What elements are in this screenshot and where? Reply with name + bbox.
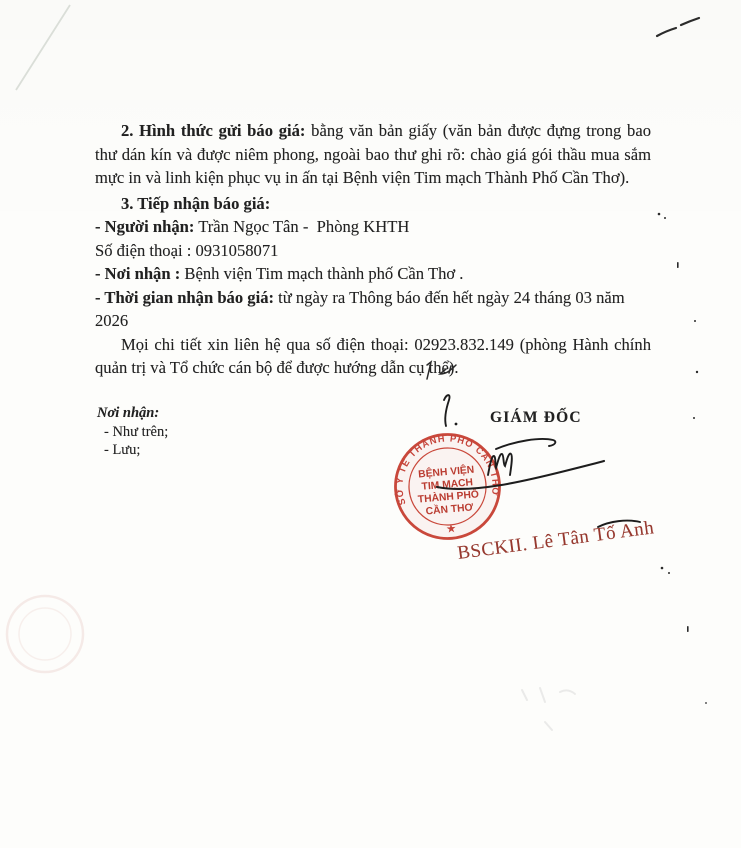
signature-title: GIÁM ĐỐC [490, 409, 582, 426]
stamp-center-text-line: THÀNH PHỐ [417, 489, 480, 506]
receiver-label: - Người nhận: [95, 217, 195, 236]
recipient-item: - Lưu; [104, 442, 141, 458]
official-stamp [386, 425, 508, 547]
signer-name: BSCKII. Lê Tân Tố Anh [456, 517, 656, 565]
section-2-heading: 2. Hình thức gửi báo giá: [121, 121, 306, 140]
section-2-text: bằng văn bản giấy (văn bản được đựng trong bao thư dán kín và được niêm phong, ngoài bao thư ghi rõ: chào giá gói thầu mua sắm mực in và linh kiện phục vụ in ấn tại Bệnh viện Tim mạch Thành Phố Cần Thơ). [95, 121, 651, 187]
receiver-line [95, 215, 651, 239]
receiver-value: Trần Ngọc Tân - Phòng KHTH [194, 217, 410, 236]
time-label: - Thời gian nhận báo giá: [95, 287, 275, 307]
stamp-center-text-line: TIM MẠCH [421, 477, 474, 493]
document-body [95, 119, 651, 380]
recipients-heading: Nơi nhận: [97, 405, 160, 421]
place-line [95, 262, 651, 286]
recipient-item: - Như trên; [104, 423, 169, 440]
stamp-center-text-line: BỆNH VIỆN [417, 464, 475, 481]
section-2-paragraph [95, 119, 651, 190]
contact-note: Mọi chi tiết xin liên hệ qua số điện thoại: 02923.832.149 (phòng Hành chính quản trị và Tổ chức cán bộ để được hướng dẫn cụ thể). [95, 334, 651, 377]
phone-line: Số điện thoại : 0931058071 [95, 240, 279, 260]
stamp-ring-text: SỞ Y TẾ THÀNH PHỐ CẦN THƠ [394, 433, 501, 507]
stamp-star-icon: ★ [446, 523, 457, 536]
time-line [95, 286, 651, 333]
time-value: từ ngày ra Thông báo đến hết ngày 24 tháng 03 năm 2026 [95, 287, 625, 330]
section-3-heading: 3. Tiếp nhận báo giá: [121, 193, 271, 213]
recipients-block [97, 404, 168, 460]
place-value: Bệnh viện Tim mạch thành phố Cần Thơ . [180, 264, 464, 283]
place-label: - Nơi nhận : [95, 264, 181, 283]
stamp-center-text-line: CẦN THƠ [425, 502, 474, 518]
